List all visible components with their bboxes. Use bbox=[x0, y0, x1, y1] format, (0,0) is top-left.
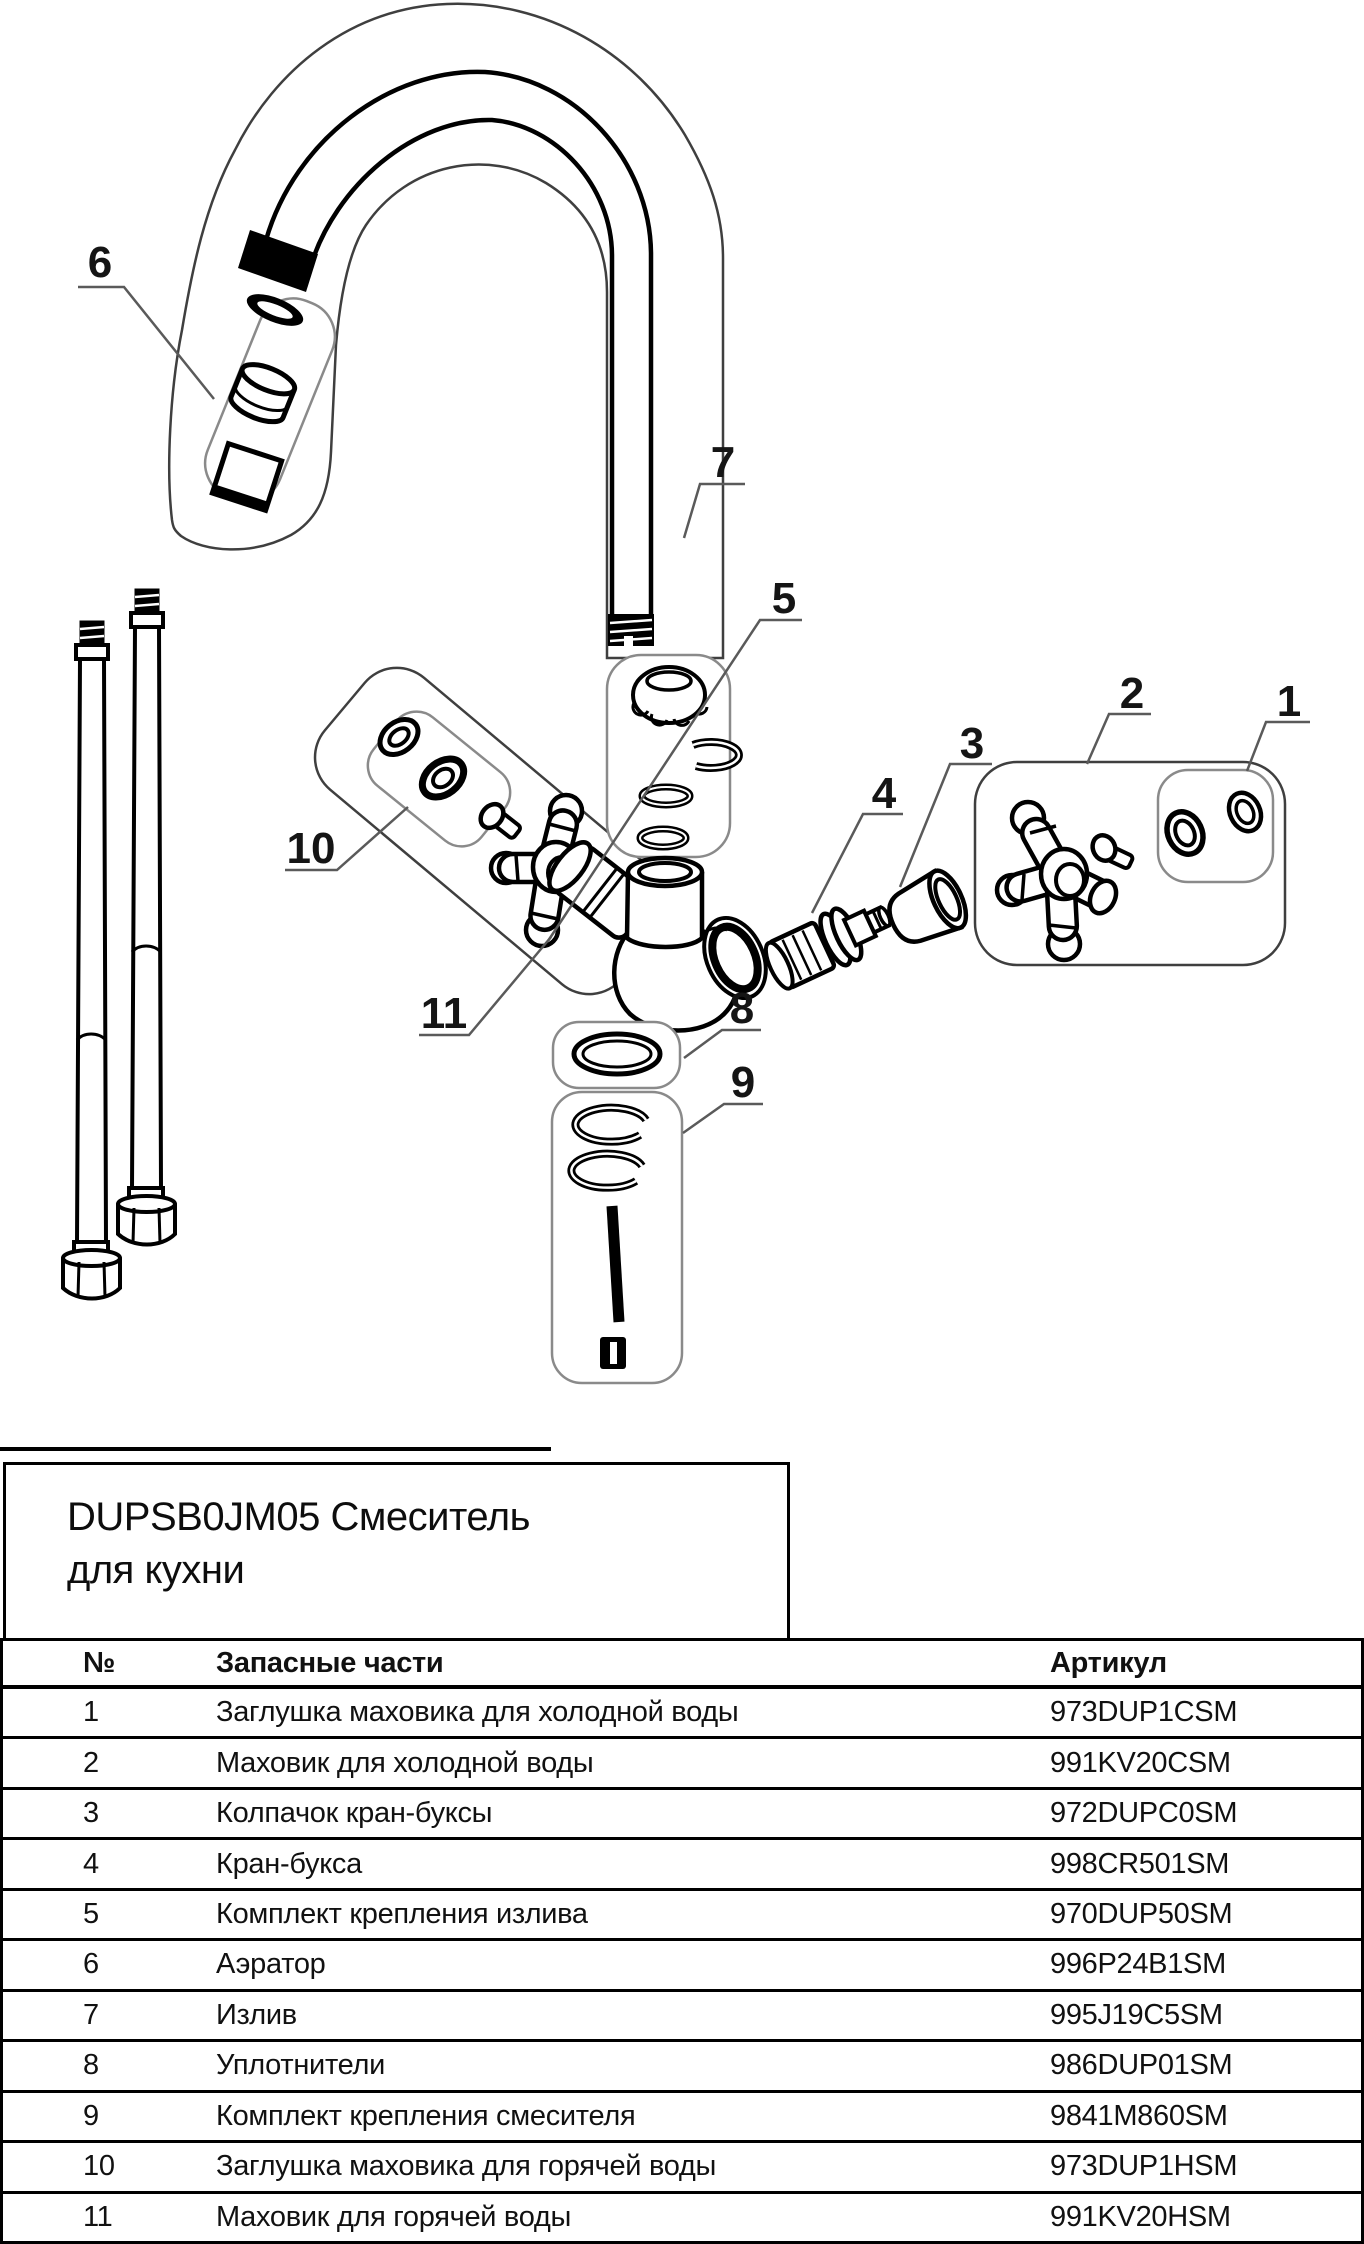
row-number: 11 bbox=[83, 2200, 113, 2233]
table-row bbox=[3, 1992, 1361, 2042]
part-sku: 995J19C5SM bbox=[1050, 1998, 1223, 2031]
part-sku: 972DUPC0SM bbox=[1050, 1797, 1238, 1830]
mounting-nut bbox=[600, 1337, 626, 1369]
spout-threaded-end bbox=[608, 614, 654, 646]
part-name: Комплект крепления излива bbox=[216, 1898, 588, 1931]
table-body bbox=[3, 1689, 1361, 2241]
part-sku: 986DUP01SM bbox=[1050, 2049, 1233, 2082]
table-row bbox=[3, 2093, 1361, 2143]
header-num: № bbox=[83, 1646, 116, 1679]
part-name: Аэратор bbox=[216, 1948, 326, 1981]
spout-mounting-kit bbox=[607, 655, 739, 857]
part-name: Заглушка маховика для горячей воды bbox=[216, 2150, 717, 2183]
supply-hose-left bbox=[63, 621, 120, 1299]
supply-hoses bbox=[63, 589, 175, 1299]
callout-10: 10 bbox=[286, 824, 336, 873]
row-number: 7 bbox=[83, 1998, 99, 2031]
row-number: 5 bbox=[83, 1898, 99, 1931]
seals-group bbox=[553, 1022, 680, 1088]
callout-9: 9 bbox=[730, 1058, 756, 1107]
row-number: 10 bbox=[83, 2150, 115, 2183]
callout-1: 1 bbox=[1276, 677, 1302, 726]
supply-hose-right bbox=[118, 589, 175, 1245]
row-number: 4 bbox=[83, 1847, 99, 1880]
callout-8: 8 bbox=[729, 984, 755, 1033]
row-number: 6 bbox=[83, 1948, 99, 1981]
part-sku: 996P24B1SM bbox=[1050, 1948, 1226, 1981]
table-row bbox=[3, 1891, 1361, 1941]
row-number: 9 bbox=[83, 2099, 99, 2132]
part-name: Заглушка маховика для холодной воды bbox=[216, 1696, 739, 1729]
table-row bbox=[3, 2042, 1361, 2092]
parts-table bbox=[0, 1638, 1364, 2244]
title-box bbox=[3, 1462, 790, 1638]
table-row bbox=[3, 2194, 1361, 2241]
part-sku: 970DUP50SM bbox=[1050, 1898, 1233, 1931]
table-row bbox=[3, 1941, 1361, 1991]
part-sku: 991KV20CSM bbox=[1050, 1746, 1231, 1779]
part-name: Излив bbox=[216, 1998, 297, 2031]
part-sku: 973DUP1CSM bbox=[1050, 1696, 1238, 1729]
part-name: Маховик для горячей воды bbox=[216, 2200, 572, 2233]
callout-3: 3 bbox=[959, 719, 985, 768]
callout-5: 5 bbox=[771, 574, 797, 623]
mixer-mounting-group bbox=[552, 1092, 682, 1383]
header-name: Запасные части bbox=[216, 1646, 444, 1679]
callout-6: 6 bbox=[87, 238, 113, 287]
part-sku: 998CR501SM bbox=[1050, 1847, 1230, 1880]
valve-cap bbox=[880, 865, 973, 952]
row-number: 8 bbox=[83, 2049, 99, 2082]
part-name: Уплотнители bbox=[216, 2049, 386, 2082]
table-row bbox=[3, 1840, 1361, 1890]
mounting-stud bbox=[612, 1206, 619, 1322]
row-number: 3 bbox=[83, 1797, 99, 1830]
row-number: 2 bbox=[83, 1746, 99, 1779]
part-name: Кран-букса bbox=[216, 1847, 362, 1880]
row-number: 1 bbox=[83, 1696, 99, 1729]
part-sku: 991KV20HSM bbox=[1050, 2200, 1231, 2233]
part-name: Колпачок кран-буксы bbox=[216, 1797, 493, 1830]
callout-7: 7 bbox=[710, 438, 736, 487]
part-sku: 9841M860SM bbox=[1050, 2099, 1228, 2132]
table-header-row bbox=[3, 1641, 1361, 1689]
product-title-line2: для кухни bbox=[67, 1548, 245, 1592]
valve-cartridge bbox=[759, 890, 900, 995]
callout-4: 4 bbox=[871, 769, 897, 818]
spout-outline bbox=[169, 4, 723, 658]
callout-2: 2 bbox=[1119, 669, 1145, 718]
table-row bbox=[3, 1739, 1361, 1789]
table-row bbox=[3, 1790, 1361, 1840]
part-sku: 973DUP1HSM bbox=[1050, 2150, 1238, 2183]
product-title-line1: DUPSB0JM05 Смеситель bbox=[67, 1495, 530, 1539]
part-name: Маховик для холодной воды bbox=[216, 1746, 594, 1779]
header-sku: Артикул bbox=[1050, 1646, 1167, 1679]
part-name: Комплект крепления смесителя bbox=[216, 2099, 636, 2132]
table-row bbox=[3, 2143, 1361, 2193]
divider-line bbox=[0, 1447, 551, 1451]
table-row bbox=[3, 1689, 1361, 1739]
callout-11: 11 bbox=[420, 989, 468, 1038]
cold-handle-group-box bbox=[975, 762, 1285, 965]
